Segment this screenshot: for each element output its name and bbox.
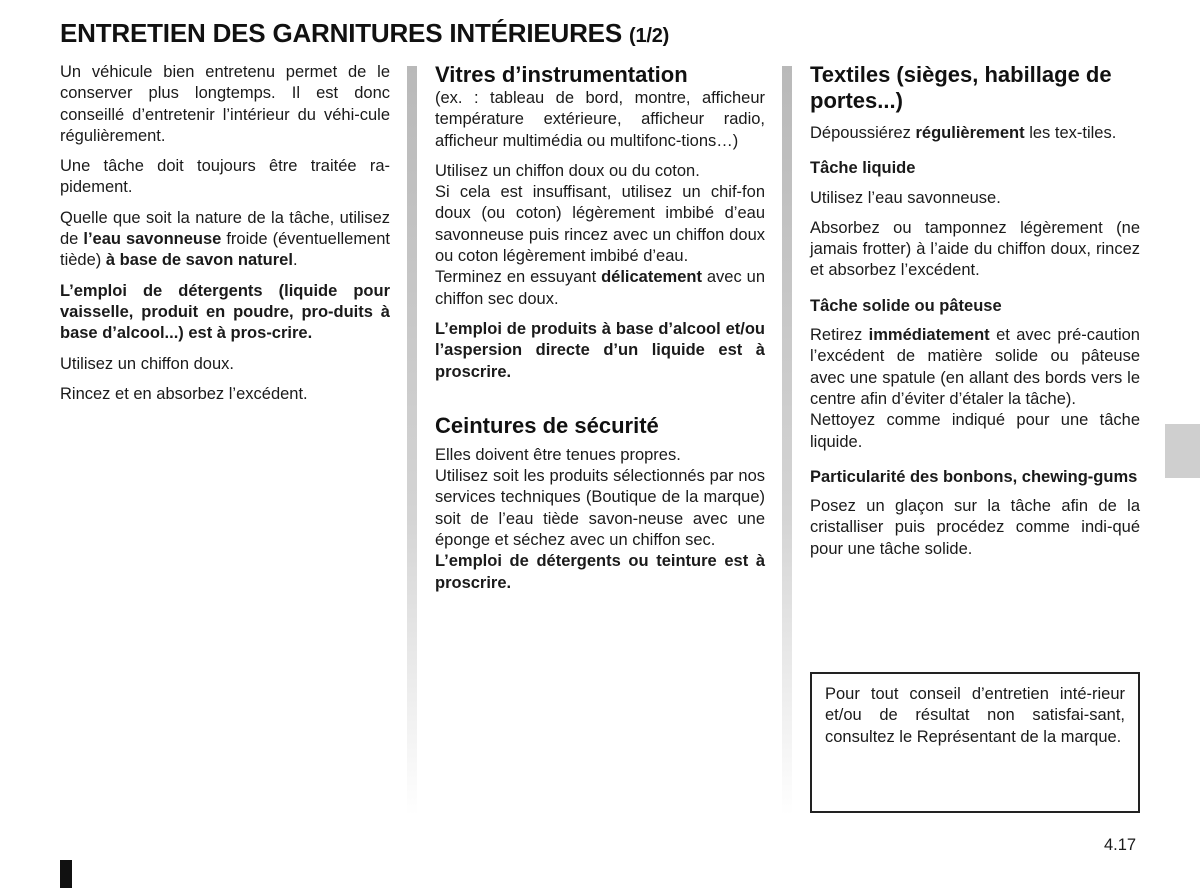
instrument-paragraph-1: Utilisez un chiffon doux ou du coton. bbox=[435, 161, 700, 180]
chapter-tab bbox=[1165, 424, 1200, 478]
subheading-solid-stain: Tâche solide ou pâteuse bbox=[810, 296, 1002, 315]
intro-paragraph-5: Utilisez un chiffon doux. bbox=[60, 354, 234, 373]
subheading-liquid-stain: Tâche liquide bbox=[810, 159, 916, 178]
column-intro bbox=[60, 62, 390, 414]
intro-paragraph-6: Rincez et en absorbez l’excédent. bbox=[60, 384, 308, 403]
page-title bbox=[60, 18, 669, 49]
column-divider-1 bbox=[407, 66, 417, 816]
column-instruments-belts bbox=[435, 62, 765, 594]
intro-paragraph-2: Une tâche doit toujours être traitée ra-pidement. bbox=[60, 157, 390, 197]
instrument-glass-examples: (ex. : tableau de bord, montre, afficheur température extérieure, afficheur radio, afficheur multimédia ou multifonc-tions…) bbox=[435, 89, 765, 150]
solid-stain-paragraph-1: Retirez immédiatement et avec pré-caution l’excédent de matière solide ou pâteuse avec une spatule (en allant des bords vers le centre afin d’éviter d’étaler la tâche). bbox=[810, 326, 1140, 408]
advice-note-box bbox=[810, 672, 1140, 813]
instrument-paragraph-3: Terminez en essuyant délicatement avec un chiffon sec doux. bbox=[435, 268, 765, 308]
column-textiles bbox=[810, 62, 1140, 569]
candy-gum-paragraph: Posez un glaçon sur la tâche afin de la cristalliser puis procédez comme indi-qué pour une tâche solide. bbox=[810, 497, 1140, 558]
page-title-part: (1/2) bbox=[629, 25, 670, 47]
corner-mark bbox=[60, 860, 72, 888]
liquid-stain-paragraph-2: Absorbez ou tamponnez légèrement (ne jamais frotter) à l’aide du chiffon doux, rincez et absorbez l’excédent. bbox=[810, 218, 1140, 280]
solid-stain-paragraph-2: Nettoyez comme indiqué pour une tâche liquide. bbox=[810, 411, 1140, 451]
belts-warning: L’emploi de détergents ou teinture est à proscrire. bbox=[435, 552, 765, 592]
section-heading-textiles: Textiles (sièges, habillage de portes...) bbox=[810, 62, 1112, 113]
instrument-paragraph-2: Si cela est insuffisant, utilisez un chif-fon doux (ou coton) légèrement imbibé d’eau savonneuse puis rincez avec un chiffon doux ou coton légèrement imbibé d’eau. bbox=[435, 183, 765, 266]
subheading-candy-gum: Particularité des bonbons, chewing-gums bbox=[810, 467, 1138, 486]
belts-paragraph-1: Elles doivent être tenues propres. bbox=[435, 445, 681, 464]
page-number: 4.17 bbox=[1104, 836, 1137, 854]
intro-paragraph-1: Un véhicule bien entretenu permet de le conserver plus longtemps. Il est donc conseillé d’entretenir l’intérieur du véhi-cule régulièrement. bbox=[60, 63, 390, 145]
advice-note-text: Pour tout conseil d’entretien inté-rieur et/ou de résultat non satisfai-sant, consultez le Représentant de la marque. bbox=[825, 685, 1125, 746]
section-heading-instrument-glass: Vitres d’instrumentation bbox=[435, 62, 688, 87]
column-divider-2 bbox=[782, 66, 792, 816]
section-heading-seat-belts: Ceintures de sécurité bbox=[435, 412, 659, 438]
textiles-paragraph-1: Dépoussiérez régulièrement les tex-tiles. bbox=[810, 124, 1117, 142]
belts-paragraph-2: Utilisez soit les produits sélectionnés par nos services techniques (Boutique de la marque) soit de l’eau tiède savon-neuse avec une éponge et séchez avec un chiffon sec. bbox=[435, 467, 765, 550]
detergent-warning: L’emploi de détergents (liquide pour vaisselle, produit en poudre, pro-duits à base d’alcool...) est à pros-crire. bbox=[60, 281, 390, 343]
intro-paragraph-3: Quelle que soit la nature de la tâche, utilisez de l’eau savonneuse froide (éventuellement tiède) à base de savon naturel. bbox=[60, 208, 391, 270]
liquid-stain-paragraph-1: Utilisez l’eau savonneuse. bbox=[810, 188, 1001, 207]
alcohol-warning: L’emploi de produits à base d’alcool et/ou l’aspersion directe d’un liquide est à proscrire. bbox=[435, 319, 765, 381]
page-title-main: ENTRETIEN DES GARNITURES INTÉRIEURES bbox=[60, 18, 622, 48]
